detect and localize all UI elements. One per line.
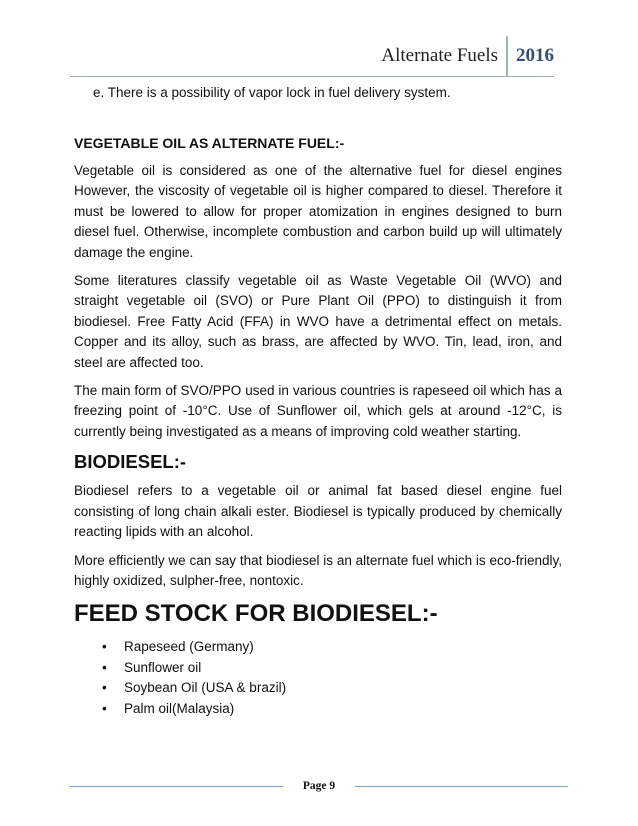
paragraph: Vegetable oil is considered as one of the alternative fuel for diesel engines However, the viscosity of vegetable oil is higher compared to diesel. Therefore it must be lowered to allow for proper atomization in engines designed to burn diesel fuel. Otherwise, incomplete combustion and carbon build up will ultimately damage the engine. [74, 163, 562, 260]
footer-rule-right [355, 786, 568, 787]
bullet-icon: • [102, 680, 107, 696]
footer-rule-left [70, 786, 283, 787]
list-item: • Sunflower oil [102, 658, 562, 679]
list-item: • Rapeseed (Germany) [102, 637, 562, 658]
section-heading-feed-stock: FEED STOCK FOR BIODIESEL:- [74, 600, 438, 628]
page-body [74, 83, 562, 719]
section-heading-vegetable-oil: VEGETABLE OIL AS ALTERNATE FUEL:- [74, 135, 345, 151]
list-item: • Palm oil(Malaysia) [102, 699, 562, 720]
paragraph: Biodiesel refers to a vegetable oil or animal fat based diesel engine fuel consisting of long chain alkali ester. Biodiesel is typically produced by chemically reacting lipids with an alcohol. [74, 483, 562, 540]
header-title: Alternate Fuels [381, 45, 498, 66]
header-rule [70, 76, 554, 77]
page-footer [70, 779, 568, 793]
header-year: 2016 [506, 36, 554, 76]
feed-stock-list [74, 637, 562, 719]
list-item: • Soybean Oil (USA & brazil) [102, 678, 562, 699]
bullet-icon: • [102, 639, 107, 655]
bullet-icon: • [102, 700, 107, 716]
page-header [381, 36, 554, 76]
paragraph: Some literatures classify vegetable oil as Waste Vegetable Oil (WVO) and straight vegetable oil (SVO) or Pure Plant Oil (PPO) to distinguish it from biodiesel. Free Fatty Acid (FFA) in WVO have a detrimental effect on metals. Copper and its alloy, such as brass, are affected by WVO. Tin, lead, iron, and steel are affected too. [74, 273, 562, 370]
list-item-e: e. There is a possibility of vapor lock in fuel delivery system. [93, 85, 451, 100]
paragraph: More efficiently we can say that biodiesel is an alternate fuel which is eco-friendly, highly oxidized, sulpher-free, nontoxic. [74, 552, 562, 588]
bullet-icon: • [102, 659, 107, 675]
section-heading-biodiesel: BIODIESEL:- [74, 451, 187, 473]
paragraph: The main form of SVO/PPO used in various countries is rapeseed oil which has a freezing point of -10°C. Use of Sunflower oil, which gels at around -12°C, is currently being investigated as a means of improving cold weather starting. [74, 383, 562, 439]
page-number: Page 9 [302, 780, 336, 792]
